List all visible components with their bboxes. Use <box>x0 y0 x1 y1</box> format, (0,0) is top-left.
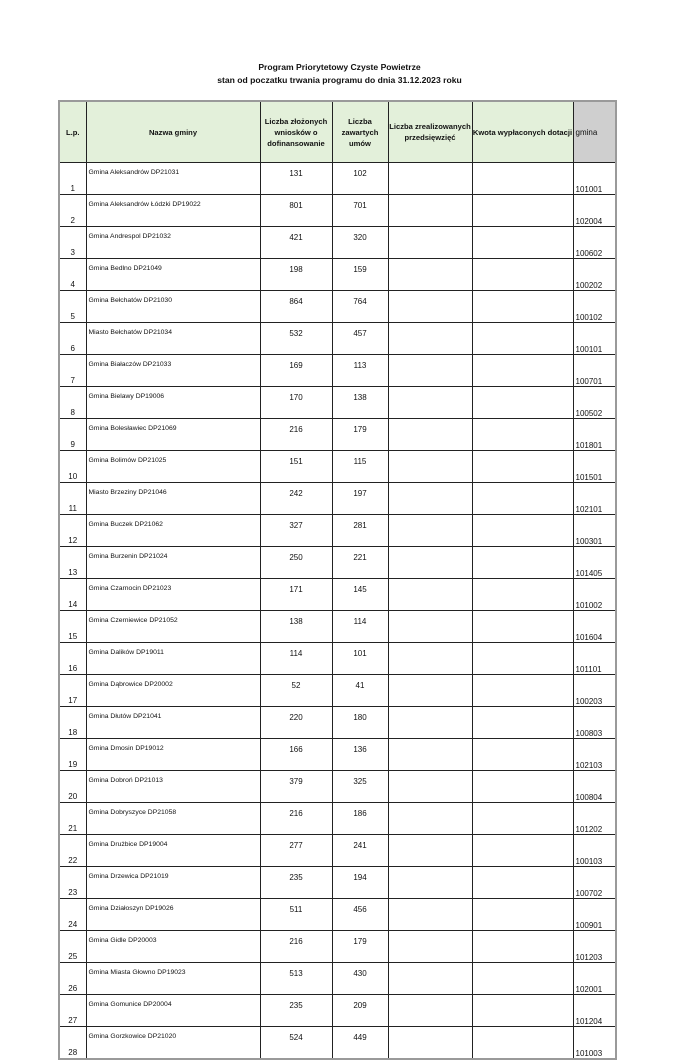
cell-payout <box>472 803 573 835</box>
table-row <box>59 227 616 259</box>
cell-contracts: 145 <box>332 579 388 611</box>
cell-payout <box>472 835 573 867</box>
cell-name: Gmina Miasta Głowno DP19023 <box>86 963 260 995</box>
header-name: Nazwa gminy <box>86 101 260 163</box>
table-row <box>59 259 616 291</box>
table-row <box>59 739 616 771</box>
cell-lp: 27 <box>59 995 86 1027</box>
cell-gmina: 100103 <box>573 835 616 867</box>
cell-contracts: 186 <box>332 803 388 835</box>
cell-completed <box>388 995 472 1027</box>
cell-gmina: 100901 <box>573 899 616 931</box>
cell-gmina: 100803 <box>573 707 616 739</box>
cell-completed <box>388 291 472 323</box>
cell-payout <box>472 195 573 227</box>
cell-name: Gmina Bolimów DP21025 <box>86 451 260 483</box>
cell-applications: 170 <box>260 387 332 419</box>
cell-contracts: 114 <box>332 611 388 643</box>
cell-lp: 10 <box>59 451 86 483</box>
cell-payout <box>472 547 573 579</box>
table-body <box>59 163 616 1060</box>
table-row <box>59 451 616 483</box>
cell-lp: 2 <box>59 195 86 227</box>
cell-name: Gmina Buczek DP21062 <box>86 515 260 547</box>
cell-gmina: 100202 <box>573 259 616 291</box>
table-row <box>59 355 616 387</box>
cell-payout <box>472 419 573 451</box>
cell-payout <box>472 867 573 899</box>
cell-payout <box>472 355 573 387</box>
table-row <box>59 675 616 707</box>
cell-payout <box>472 771 573 803</box>
cell-applications: 242 <box>260 483 332 515</box>
cell-gmina: 100701 <box>573 355 616 387</box>
cell-applications: 532 <box>260 323 332 355</box>
cell-applications: 171 <box>260 579 332 611</box>
cell-lp: 19 <box>59 739 86 771</box>
cell-payout <box>472 611 573 643</box>
table-row <box>59 1027 616 1060</box>
cell-contracts: 101 <box>332 643 388 675</box>
cell-completed <box>388 675 472 707</box>
cell-completed <box>388 931 472 963</box>
cell-lp: 18 <box>59 707 86 739</box>
table-row <box>59 515 616 547</box>
document-title <box>0 61 679 87</box>
cell-payout <box>472 899 573 931</box>
cell-lp: 4 <box>59 259 86 291</box>
cell-name: Gmina Burzenin DP21024 <box>86 547 260 579</box>
table-row <box>59 419 616 451</box>
cell-gmina: 100702 <box>573 867 616 899</box>
cell-contracts: 179 <box>332 931 388 963</box>
cell-completed <box>388 611 472 643</box>
cell-gmina: 101604 <box>573 611 616 643</box>
table-row <box>59 291 616 323</box>
cell-payout <box>472 963 573 995</box>
cell-completed <box>388 739 472 771</box>
cell-gmina: 102101 <box>573 483 616 515</box>
cell-lp: 9 <box>59 419 86 451</box>
cell-completed <box>388 707 472 739</box>
cell-payout <box>472 163 573 195</box>
table-row <box>59 995 616 1027</box>
cell-completed <box>388 515 472 547</box>
table-row <box>59 163 616 195</box>
cell-applications: 524 <box>260 1027 332 1060</box>
cell-completed <box>388 963 472 995</box>
cell-applications: 114 <box>260 643 332 675</box>
cell-applications: 166 <box>260 739 332 771</box>
cell-payout <box>472 995 573 1027</box>
cell-lp: 5 <box>59 291 86 323</box>
header-completed: Liczba zrealizowanych przedsięwzięć <box>388 101 472 163</box>
header-payout: Kwota wypłaconych dotacji <box>472 101 573 163</box>
cell-lp: 25 <box>59 931 86 963</box>
cell-payout <box>472 643 573 675</box>
cell-payout <box>472 675 573 707</box>
cell-applications: 52 <box>260 675 332 707</box>
cell-gmina: 100502 <box>573 387 616 419</box>
cell-contracts: 41 <box>332 675 388 707</box>
cell-payout <box>472 451 573 483</box>
cell-lp: 20 <box>59 771 86 803</box>
cell-lp: 16 <box>59 643 86 675</box>
cell-contracts: 159 <box>332 259 388 291</box>
cell-completed <box>388 323 472 355</box>
cell-payout <box>472 323 573 355</box>
cell-applications: 801 <box>260 195 332 227</box>
table-row <box>59 195 616 227</box>
cell-contracts: 138 <box>332 387 388 419</box>
cell-applications: 250 <box>260 547 332 579</box>
cell-name: Gmina Bolesławiec DP21069 <box>86 419 260 451</box>
cell-completed <box>388 899 472 931</box>
cell-contracts: 320 <box>332 227 388 259</box>
cell-name: Gmina Dąbrowice DP20002 <box>86 675 260 707</box>
cell-completed <box>388 771 472 803</box>
cell-contracts: 281 <box>332 515 388 547</box>
cell-name: Miasto Bełchatów DP21034 <box>86 323 260 355</box>
cell-contracts: 764 <box>332 291 388 323</box>
cell-name: Gmina Czerniewice DP21052 <box>86 611 260 643</box>
cell-gmina: 102001 <box>573 963 616 995</box>
cell-name: Gmina Bełchatów DP21030 <box>86 291 260 323</box>
table-row <box>59 771 616 803</box>
cell-completed <box>388 355 472 387</box>
cell-contracts: 701 <box>332 195 388 227</box>
cell-applications: 511 <box>260 899 332 931</box>
cell-name: Gmina Drużbice DP19004 <box>86 835 260 867</box>
table-row <box>59 835 616 867</box>
cell-lp: 28 <box>59 1027 86 1060</box>
cell-contracts: 241 <box>332 835 388 867</box>
cell-completed <box>388 643 472 675</box>
cell-applications: 235 <box>260 995 332 1027</box>
cell-payout <box>472 259 573 291</box>
table-row <box>59 611 616 643</box>
cell-applications: 138 <box>260 611 332 643</box>
table-row <box>59 931 616 963</box>
cell-name: Gmina Gidle DP20003 <box>86 931 260 963</box>
cell-contracts: 456 <box>332 899 388 931</box>
cell-gmina: 100804 <box>573 771 616 803</box>
cell-completed <box>388 163 472 195</box>
cell-lp: 13 <box>59 547 86 579</box>
cell-contracts: 113 <box>332 355 388 387</box>
cell-lp: 15 <box>59 611 86 643</box>
cell-contracts: 179 <box>332 419 388 451</box>
cell-contracts: 209 <box>332 995 388 1027</box>
cell-lp: 8 <box>59 387 86 419</box>
cell-completed <box>388 259 472 291</box>
cell-lp: 6 <box>59 323 86 355</box>
cell-name: Miasto Brzeziny DP21046 <box>86 483 260 515</box>
table-row <box>59 803 616 835</box>
cell-applications: 864 <box>260 291 332 323</box>
cell-name: Gmina Dalików DP19011 <box>86 643 260 675</box>
cell-gmina: 102103 <box>573 739 616 771</box>
cell-completed <box>388 451 472 483</box>
cell-lp: 26 <box>59 963 86 995</box>
table-row <box>59 963 616 995</box>
cell-completed <box>388 547 472 579</box>
cell-gmina: 101002 <box>573 579 616 611</box>
cell-gmina: 100602 <box>573 227 616 259</box>
title-line-2: stan od poczatku trwania programu do dnia 31.12.2023 roku <box>217 75 462 85</box>
table-row <box>59 483 616 515</box>
cell-name: Gmina Czarnocin DP21023 <box>86 579 260 611</box>
cell-name: Gmina Dłutów DP21041 <box>86 707 260 739</box>
grants-table <box>58 100 617 1060</box>
cell-completed <box>388 867 472 899</box>
cell-name: Gmina Andrespol DP21032 <box>86 227 260 259</box>
cell-completed <box>388 803 472 835</box>
cell-contracts: 449 <box>332 1027 388 1060</box>
cell-applications: 277 <box>260 835 332 867</box>
cell-contracts: 194 <box>332 867 388 899</box>
table-row <box>59 387 616 419</box>
cell-gmina: 101203 <box>573 931 616 963</box>
cell-contracts: 180 <box>332 707 388 739</box>
cell-applications: 220 <box>260 707 332 739</box>
cell-gmina: 102004 <box>573 195 616 227</box>
cell-completed <box>388 227 472 259</box>
cell-gmina: 101801 <box>573 419 616 451</box>
cell-lp: 14 <box>59 579 86 611</box>
cell-lp: 12 <box>59 515 86 547</box>
cell-contracts: 197 <box>332 483 388 515</box>
table-row <box>59 867 616 899</box>
cell-lp: 3 <box>59 227 86 259</box>
cell-completed <box>388 195 472 227</box>
cell-name: Gmina Dmosin DP19012 <box>86 739 260 771</box>
header-gmina: gmina <box>573 101 616 163</box>
table-row <box>59 323 616 355</box>
cell-contracts: 102 <box>332 163 388 195</box>
cell-contracts: 136 <box>332 739 388 771</box>
cell-name: Gmina Gorzkowice DP21020 <box>86 1027 260 1060</box>
table-row <box>59 579 616 611</box>
cell-applications: 235 <box>260 867 332 899</box>
cell-gmina: 100301 <box>573 515 616 547</box>
cell-gmina: 101001 <box>573 163 616 195</box>
cell-completed <box>388 483 472 515</box>
table-row <box>59 707 616 739</box>
table-row <box>59 643 616 675</box>
cell-payout <box>472 227 573 259</box>
cell-name: Gmina Aleksandrów DP21031 <box>86 163 260 195</box>
cell-lp: 11 <box>59 483 86 515</box>
cell-gmina: 100101 <box>573 323 616 355</box>
cell-gmina: 101101 <box>573 643 616 675</box>
cell-payout <box>472 707 573 739</box>
cell-name: Gmina Dobryszyce DP21058 <box>86 803 260 835</box>
cell-name: Gmina Aleksandrów Łódzki DP19022 <box>86 195 260 227</box>
cell-applications: 131 <box>260 163 332 195</box>
cell-gmina: 101202 <box>573 803 616 835</box>
cell-completed <box>388 387 472 419</box>
cell-gmina: 101405 <box>573 547 616 579</box>
cell-payout <box>472 483 573 515</box>
cell-payout <box>472 515 573 547</box>
cell-lp: 7 <box>59 355 86 387</box>
cell-contracts: 115 <box>332 451 388 483</box>
cell-payout <box>472 931 573 963</box>
cell-payout <box>472 291 573 323</box>
cell-completed <box>388 835 472 867</box>
cell-applications: 513 <box>260 963 332 995</box>
cell-name: Gmina Dobroń DP21013 <box>86 771 260 803</box>
cell-gmina: 101204 <box>573 995 616 1027</box>
cell-lp: 22 <box>59 835 86 867</box>
cell-lp: 1 <box>59 163 86 195</box>
header-contracts: Liczba zawartych umów <box>332 101 388 163</box>
cell-contracts: 457 <box>332 323 388 355</box>
table-row <box>59 547 616 579</box>
cell-lp: 24 <box>59 899 86 931</box>
cell-applications: 379 <box>260 771 332 803</box>
table-row <box>59 899 616 931</box>
cell-payout <box>472 739 573 771</box>
cell-completed <box>388 419 472 451</box>
cell-gmina: 101501 <box>573 451 616 483</box>
cell-lp: 21 <box>59 803 86 835</box>
title-line-1: Program Priorytetowy Czyste Powietrze <box>258 62 421 72</box>
cell-applications: 421 <box>260 227 332 259</box>
cell-name: Gmina Drzewica DP21019 <box>86 867 260 899</box>
cell-contracts: 221 <box>332 547 388 579</box>
cell-lp: 23 <box>59 867 86 899</box>
cell-name: Gmina Działoszyn DP19026 <box>86 899 260 931</box>
header-applications: Liczba złożonych wniosków o dofinansowanie <box>260 101 332 163</box>
cell-lp: 17 <box>59 675 86 707</box>
cell-applications: 198 <box>260 259 332 291</box>
cell-applications: 216 <box>260 419 332 451</box>
cell-gmina: 100203 <box>573 675 616 707</box>
cell-contracts: 430 <box>332 963 388 995</box>
cell-completed <box>388 1027 472 1060</box>
header-lp: L.p. <box>59 101 86 163</box>
cell-applications: 151 <box>260 451 332 483</box>
cell-completed <box>388 579 472 611</box>
cell-payout <box>472 387 573 419</box>
cell-applications: 216 <box>260 803 332 835</box>
cell-name: Gmina Bielawy DP19006 <box>86 387 260 419</box>
cell-contracts: 325 <box>332 771 388 803</box>
cell-payout <box>472 579 573 611</box>
cell-name: Gmina Gomunice DP20004 <box>86 995 260 1027</box>
cell-applications: 169 <box>260 355 332 387</box>
cell-applications: 216 <box>260 931 332 963</box>
cell-name: Gmina Bedlno DP21049 <box>86 259 260 291</box>
cell-name: Gmina Białaczów DP21033 <box>86 355 260 387</box>
cell-payout <box>472 1027 573 1060</box>
table-header-row <box>59 101 616 163</box>
cell-gmina: 101003 <box>573 1027 616 1060</box>
cell-gmina: 100102 <box>573 291 616 323</box>
cell-applications: 327 <box>260 515 332 547</box>
